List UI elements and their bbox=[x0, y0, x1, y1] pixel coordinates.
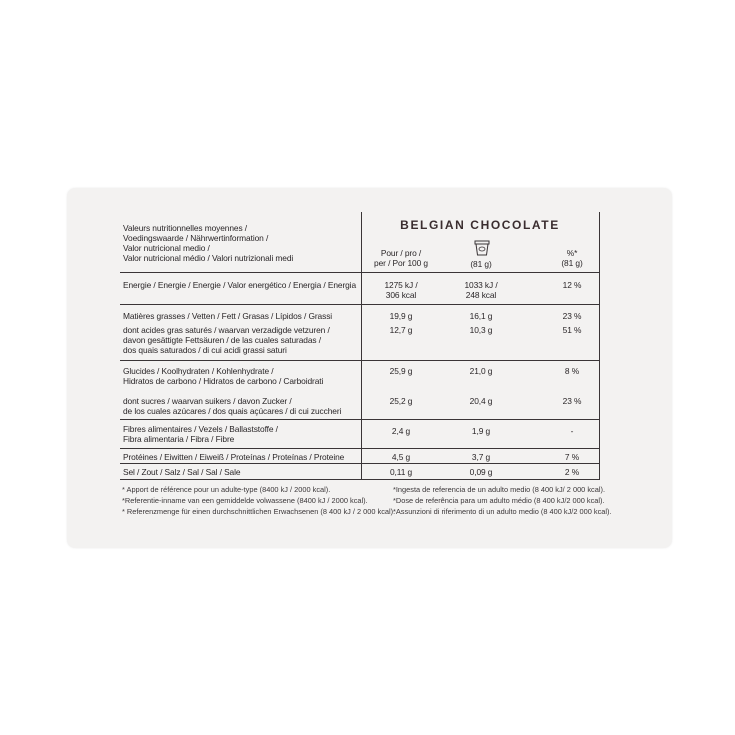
label-line: Fibres alimentaires / Vezels / Ballaststoffe / bbox=[123, 424, 278, 434]
value-line: 1033 kJ / bbox=[464, 280, 498, 290]
row-percent: 12 % bbox=[562, 280, 582, 290]
portion-header: (81 g) bbox=[470, 259, 492, 269]
footnote: * Referenzmenge für einen durchschnittlichen Erwachsenen (8 400 kJ / 2 000 kcal). bbox=[122, 507, 396, 516]
yogurt-cup-icon bbox=[474, 240, 490, 257]
row-divider bbox=[120, 463, 600, 464]
row-divider bbox=[120, 479, 600, 480]
footnote: *Dose de referência para um adulto médio (8 400 kJ/2 000 kcal). bbox=[393, 496, 605, 505]
row-percent: - bbox=[570, 426, 574, 436]
row-value-portion: 3,7 g bbox=[471, 452, 491, 462]
col-header-line: Pour / pro / bbox=[380, 248, 422, 258]
label-line: dont acides gras saturés / waarvan verzadigde vetzuren / bbox=[123, 325, 330, 335]
row-value-100g: 4,5 g bbox=[391, 452, 411, 462]
row-divider bbox=[120, 272, 600, 273]
row-label bbox=[123, 424, 278, 444]
row-value-100g: 25,2 g bbox=[389, 396, 413, 406]
row-divider bbox=[120, 448, 600, 449]
label-line: davon gesättigte Fettsäuren / de las cuales saturadas / bbox=[123, 335, 321, 345]
label-line: dont sucres / waarvan suikers / davon Zucker / bbox=[123, 396, 292, 406]
column-divider bbox=[361, 212, 362, 479]
label-line: dos quais saturados / di cui acidi grassi saturi bbox=[123, 345, 287, 355]
footnotes-right bbox=[393, 485, 612, 516]
row-value-100g: 25,9 g bbox=[389, 366, 413, 376]
footnote: *Assunzioni di riferimento di un adulto medio (8 400 kJ/2 000 kcal). bbox=[393, 507, 612, 516]
row-percent: 7 % bbox=[564, 452, 580, 462]
footnote: * Apport de référence pour un adulte-type (8400 kJ / 2000 kcal). bbox=[122, 485, 331, 494]
footnotes-left bbox=[122, 485, 395, 516]
label-line: de los cuales azúcares / dos quais açúcares / di cui zuccheri bbox=[123, 406, 342, 416]
label-line: Fibra alimentaria / Fibra / Fibre bbox=[123, 434, 235, 444]
value-line: 1275 kJ / bbox=[384, 280, 418, 290]
row-value-100g: 2,4 g bbox=[391, 426, 411, 436]
row-divider bbox=[120, 304, 600, 305]
row-label bbox=[123, 396, 341, 416]
row-percent: 8 % bbox=[564, 366, 580, 376]
row-label: Energie / Energie / Energie / Valor energético / Energia / Energia bbox=[123, 280, 357, 290]
row-label bbox=[123, 325, 330, 355]
row-value-portion: 1,9 g bbox=[471, 426, 491, 436]
title-line: Valor nutricional medio / bbox=[123, 243, 210, 253]
row-value-portion: 10,3 g bbox=[469, 325, 493, 335]
row-value-100g bbox=[365, 280, 437, 300]
row-percent: 23 % bbox=[562, 311, 582, 321]
row-value-100g: 12,7 g bbox=[389, 325, 413, 335]
per-100g-header bbox=[365, 248, 437, 268]
row-value-portion: 21,0 g bbox=[469, 366, 493, 376]
row-value-100g: 19,9 g bbox=[389, 311, 413, 321]
title-line: Valeurs nutritionnelles moyennes / bbox=[123, 223, 247, 233]
row-percent: 51 % bbox=[562, 325, 582, 335]
row-percent: 2 % bbox=[564, 467, 580, 477]
title-line: Valor nutricional médio / Valori nutrizionali medi bbox=[123, 253, 294, 263]
row-divider bbox=[120, 419, 600, 420]
row-value-portion bbox=[445, 280, 517, 300]
value-line: 248 kcal bbox=[465, 290, 497, 300]
value-line: 306 kcal bbox=[385, 290, 417, 300]
row-value-portion: 16,1 g bbox=[469, 311, 493, 321]
title-line: Voedingswaarde / Nährwertinformation / bbox=[123, 233, 269, 243]
row-divider bbox=[120, 360, 600, 361]
label-line: Hidratos de carbono / Hidratos de carbono / Carboidrati bbox=[123, 376, 324, 386]
row-label: Sel / Zout / Salz / Sal / Sal / Sale bbox=[123, 467, 241, 477]
table-title bbox=[123, 223, 293, 263]
row-value-100g: 0,11 g bbox=[389, 467, 413, 477]
col-header-line: per / Por 100 g bbox=[374, 258, 428, 268]
row-label: Matières grasses / Vetten / Fett / Grasas / Lípidos / Grassi bbox=[123, 311, 333, 321]
percent-header bbox=[538, 248, 606, 268]
footnote: *Ingesta de referencia de un adulto medio (8 400 kJ/ 2 000 kcal). bbox=[393, 485, 605, 494]
col-header-line: (81 g) bbox=[561, 258, 583, 268]
row-label bbox=[123, 366, 323, 386]
col-header-line: %* bbox=[566, 248, 578, 258]
product-name: BELGIAN CHOCOLATE bbox=[400, 218, 560, 232]
row-value-portion: 20,4 g bbox=[469, 396, 493, 406]
row-percent: 23 % bbox=[562, 396, 582, 406]
label-line: Glucides / Koolhydraten / Kohlenhydrate / bbox=[123, 366, 274, 376]
row-value-portion: 0,09 g bbox=[469, 467, 493, 477]
column-divider bbox=[599, 212, 600, 479]
row-label: Protéines / Eiwitten / Eiweiß / Proteínas / Proteínas / Proteine bbox=[123, 452, 345, 462]
footnote: *Referentie-inname van een gemiddelde volwassene (8400 kJ / 2000 kcal). bbox=[122, 496, 368, 505]
